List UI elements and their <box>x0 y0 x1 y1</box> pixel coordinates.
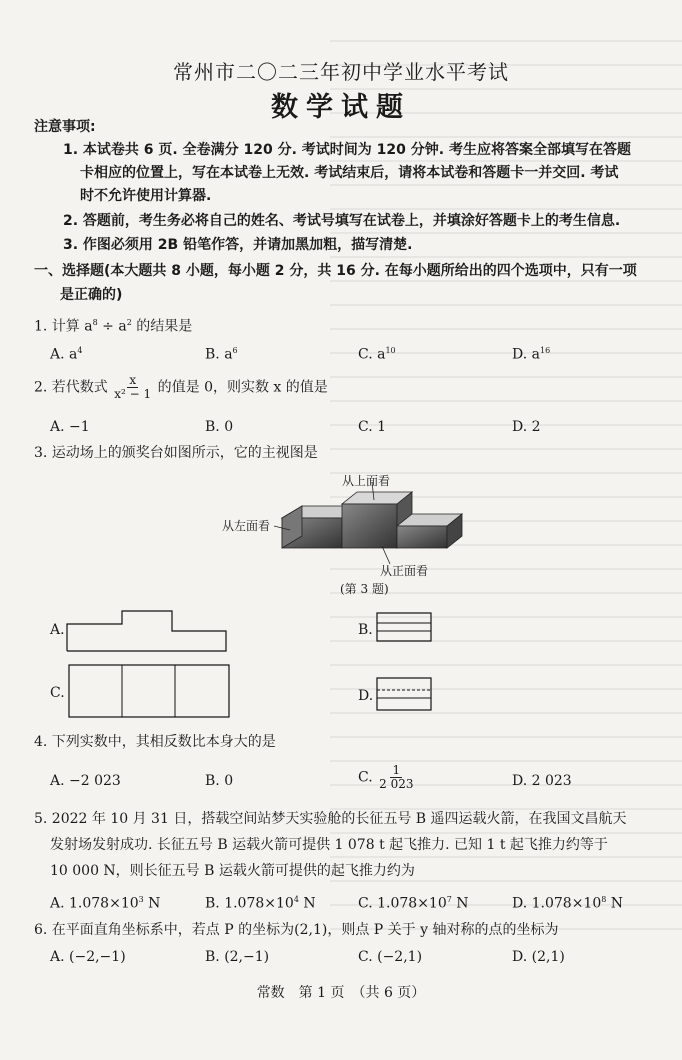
question-6-option-d: D. (2,1) <box>512 949 565 965</box>
question-6-option-a: A. (−2,−1) <box>50 949 126 965</box>
question-2-option-c: C. 1 <box>358 419 387 435</box>
note-1-line-2: 卡相应的位置上，写在本试卷上无效. 考试结束后，请将本试卷和答题卡一并交回. 考试 <box>80 165 619 181</box>
label-left-view: 从左面看 <box>222 519 271 533</box>
question-5-line-1: 5. 2022 年 10 月 31 日，搭载空间站梦天实验舱的长征五号 B 遥四运载火箭，在我国文昌航天 <box>34 811 627 827</box>
question-2-option-b: B. 0 <box>205 419 234 435</box>
note-3: 3. 作图必须用 2B 铅笔作答，并请加黑加粗，描写清楚. <box>63 237 413 253</box>
label-front-view: 从正面看 <box>380 564 429 578</box>
question-6-option-b: B. (2,−1) <box>205 949 270 965</box>
notes-heading: 注意事项: <box>34 119 96 135</box>
option-a-shape <box>66 610 228 652</box>
figure-3-caption: (第 3 题) <box>340 582 389 596</box>
section-1-heading-line-1: 一、选择题(本大题共 8 小题，每小题 2 分，共 16 分. 在每小题所给出的四个选项中，只有一项 <box>34 263 637 279</box>
question-4-option-c: C. $\frac{1}{2 023}$ <box>358 763 414 791</box>
question-3-stem: 3. 运动场上的颁奖台如图所示，它的主视图是 <box>34 445 318 461</box>
section-1-heading-line-2: 是正确的) <box>60 287 123 303</box>
question-1-option-a: A. $a^4$ <box>50 346 83 363</box>
question-4-stem: 4. 下列实数中，其相反数比本身大的是 <box>34 734 276 750</box>
question-5-line-2: 发射场发射成功. 长征五号 B 运载火箭可提供 1 078 t 起飞推力. 已知 1 t 起飞推力约等于 <box>50 837 608 853</box>
question-6-stem: 6. 在平面直角坐标系中，若点 P 的坐标为(2,1)，则点 P 关于 y 轴对称的点的坐标为 <box>34 922 559 938</box>
fraction-x-over-x2-minus-1: $\frac{x}{\text{x² − 1}}$ <box>114 373 152 401</box>
option-c-shape <box>68 664 230 718</box>
question-1-stem: 1. 计算 $a^8 \div a^2$ 的结果是 <box>34 318 193 335</box>
question-5-line-3: 10 000 N，则长征五号 B 运载火箭可提供的起飞推力约为 <box>50 863 415 879</box>
note-1-line-1: 1. 本试卷共 6 页. 全卷满分 120 分. 考试时间为 120 分钟. 考生应将答案全部填写在答题 <box>63 142 631 158</box>
question-4-option-a: A. −2 023 <box>50 773 121 789</box>
subject-title: 数学试题 <box>271 92 411 123</box>
exam-title: 常州市二〇二三年初中学业水平考试 <box>173 60 509 84</box>
question-3-option-d-label: D. <box>358 688 374 704</box>
question-4-option-d: D. 2 023 <box>512 773 572 789</box>
question-4-option-b: B. 0 <box>205 773 234 789</box>
question-2-stem: 2. 若代数式 $\frac{x}{\text{x² − 1}}$ 的值是 0，则实数 x 的值是 <box>34 373 328 401</box>
question-1-option-b: B. $a^6$ <box>205 346 238 363</box>
fraction-1-over-2023: $\frac{1}{2 023}$ <box>379 763 414 791</box>
question-3-option-a-label: A. <box>50 622 65 638</box>
question-2-option-a: A. −1 <box>50 419 90 435</box>
question-3-option-c-label: C. <box>50 685 65 701</box>
option-b-shape <box>376 612 432 642</box>
option-d-shape <box>376 677 432 711</box>
question-5-option-a: A. $1.078\times 10^3$ N <box>50 895 161 912</box>
question-5-option-b: B. $1.078\times 10^4$ N <box>205 895 316 912</box>
question-5-option-d: D. $1.078\times 10^8$ N <box>512 895 624 912</box>
question-5-option-c: C. $1.078\times 10^7$ N <box>358 895 469 912</box>
note-1-line-3: 时不允许使用计算器. <box>80 188 212 204</box>
label-top-view: 从上面看 <box>342 474 391 488</box>
question-1-option-c: C. $a^{10}$ <box>358 346 396 363</box>
note-2: 2. 答题前，考生务必将自己的姓名、考试号填写在试卷上，并填涂好答题卡上的考生信息. <box>63 213 621 229</box>
question-1-option-d: D. $a^{16}$ <box>512 346 551 363</box>
question-6-option-c: C. (−2,1) <box>358 949 423 965</box>
question-2-option-d: D. 2 <box>512 419 541 435</box>
question-3-option-b-label: B. <box>358 622 373 638</box>
page-footer: 常数 第 1 页 （共 6 页） <box>256 985 426 1001</box>
